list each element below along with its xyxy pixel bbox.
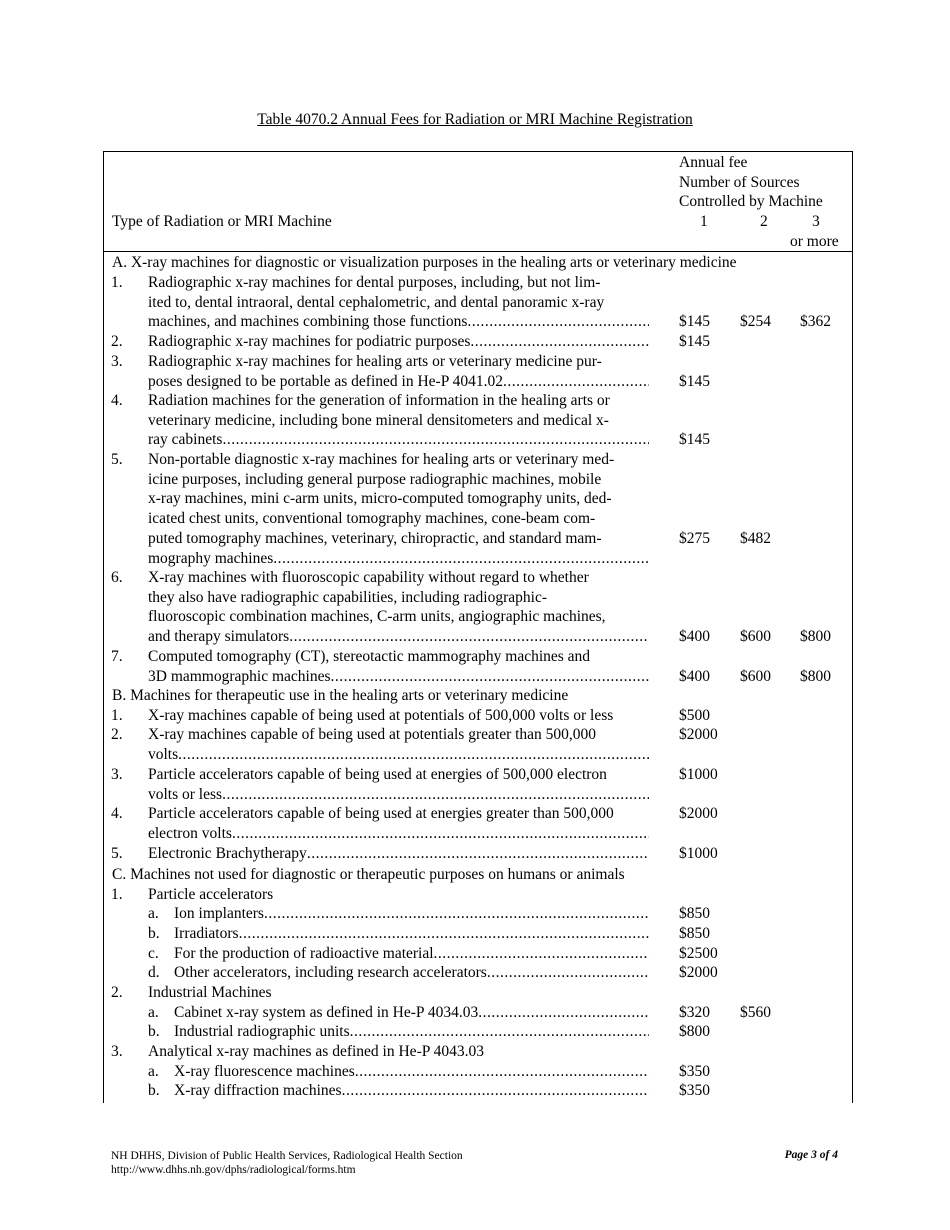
fee-value: $500 — [679, 707, 710, 724]
table-row: 5. Electronic Brachytherapy ..... $1000 — [104, 844, 852, 864]
type-column-header: Type of Radiation or MRI Machine — [112, 213, 332, 230]
col-3-header: 3 — [812, 213, 820, 230]
fee-value: $145 — [679, 431, 710, 448]
header-divider — [104, 251, 852, 252]
table-row: 2. X-ray machines capable of being used at potentials greater than 500,000 volts ..... $2000 — [104, 725, 852, 765]
table-row: 2. Radiographic x-ray machines for podiatric purposes ..... $145 — [104, 332, 852, 352]
page-number: Page 3 of 4 — [784, 1149, 838, 1161]
table-title: Table 4070.2 Annual Fees for Radiation or MRI Machine Registration — [257, 111, 693, 128]
col-1-header: 1 — [700, 213, 708, 230]
fee-value: $850 — [679, 905, 710, 922]
fee-value: $2000 — [679, 726, 718, 743]
fee-value: $560 — [740, 1004, 771, 1021]
col-3-subheader: or more — [790, 233, 839, 250]
fee-value: $145 — [679, 373, 710, 390]
fee-value: $850 — [679, 925, 710, 942]
table-row: 4. Radiation machines for the generation of information in the healing arts or veterinary medicine, including bone mineral densitometers and medical x- ray cabinets ..... $145 — [104, 391, 852, 451]
fee-value: $275 — [679, 530, 710, 547]
fee-value: $400 — [679, 628, 710, 645]
fee-value: $400 — [679, 668, 710, 685]
fee-value: $254 — [740, 313, 771, 330]
fee-value: $1000 — [679, 766, 718, 783]
table-row: 4. Particle accelerators capable of being used at energies greater than 500,000 electron volts ..... $2000 — [104, 804, 852, 844]
fee-value: $2000 — [679, 964, 718, 981]
fee-value: $145 — [679, 313, 710, 330]
table-row: 1. Radiographic x-ray machines for dental purposes, including, but not lim- ited to, dental intraoral, dental cephalometric, and dental panoramic x-ray machines, and machines combining those functions ..... $145 $254 $362 — [104, 273, 852, 333]
fee-value: $145 — [679, 333, 710, 350]
table-row: 1. X-ray machines capable of being used at potentials of 500,000 volts or less $500 — [111, 707, 710, 724]
table-row: 5. Non-portable diagnostic x-ray machines for healing arts or veterinary med- icine purposes, including general purpose radiographic machines, mobile x-ray machines, mini c-arm units, micro-computed tomography units, ded- icated chest units, conventional tomography machines, cone-beam com- puted tomography machines, veterinary, chiropractic, and standard mam- mography machines ..... $275 $482 — [104, 450, 852, 569]
col-2-header: 2 — [760, 213, 768, 230]
fee-value: $362 — [800, 313, 831, 330]
annual-fee-label: Annual fee — [679, 154, 748, 171]
controlled-by-machine-label: Controlled by Machine — [679, 193, 823, 210]
footer-agency: NH DHHS, Division of Public Health Services, Radiological Health Section — [111, 1150, 463, 1162]
table-row: 3. Particle accelerators capable of being used at energies of 500,000 electron volts or less ..... $1000 — [104, 765, 852, 805]
fee-value: $320 — [679, 1004, 710, 1021]
fee-table: Annual fee Number of Sources Controlled by Machine Type of Radiation or MRI Machine 1 2 3 or more A. X-ray machines for diagnostic or visualization purposes in the healing arts or veterinary medicine 1. Radiographic x-ray machines for dental purposes, including, but not lim- ited to, dental intraoral, dental cephalometric, and dental panoramic x-ray machines, and machines combining those functions ..... $145 $254 $362 2. Radiographic x-ray machines for podiatric purposes ..... $145 3. Radiographic x-ray machines for healing arts or veterinary medicine pur- poses designed to be portable as defined in He-P 4041.02 ..... $145 4. Radiation machines for the generation of information in the healing arts or veterinary medicine, including bone mineral densitometers and medical x- ray cabinets ..... $145 5. Non-portable diagnostic x-ray machines for healing arts or veterinary med- icine purposes, including general purpose radiographic machines, mobile x-ray machines, mini c-arm units, micro-computed tomography units, ded- icated chest units, conventional tomography machines, cone-beam com- puted tomography machines, veterinary, chiropractic, and standard mam- mography machines ..... $275 $482 6. X-ray machines with fluoroscopic capability without regard to whether they also have radiographic capabilities, including radiographic- fluoroscopic combination machines, C-arm units, angiographic machines, and therapy simulators ..... $400 $600 $800 7. Computed tomography (CT), stereotactic mammography machines and 3D mammographic machines ..... $400 $600 $800 B. Machines for therapeutic use in the healing arts or veterinary medicine 1. X-ray machines capable of being used at potentials of 500,000 volts or less $500 2. X-ray machines capable of being used at potentials greater than 500,000 volts ..... $2000 3. Particle accelerators capable of being used at energies of 500,000 electron volts or less ..... $1000 4. Particle accelerators capable of being used at energies greater than 500,000 electron volts ..... $2000 5. Electronic Brachytherapy ..... $1000 C. Machines not used for diagnostic or therapeutic purposes on humans or animals 1. Particle accelerators a. Ion implanters ..... $850 b. Irradiators ..... $850 c. For the production of radioactive material ..... $2500 d. Other accelerators, including research accelerators ..... $2000 2. Industrial Machines a. Cabinet x-ray system as defined in He-P 4034.03 ..... $320 $560 b. Industrial radiographic units ..... $800 3. Analytical x-ray machines as defined in He-P 4043.03 a. X-ray fluorescence machines ..... $350 b. X-ray diffraction machines ..... $350 — [103, 151, 853, 1103]
fee-value: $350 — [679, 1063, 710, 1080]
fee-value: $600 — [740, 668, 771, 685]
footer-source — [111, 1149, 463, 1177]
fee-value: $350 — [679, 1082, 710, 1099]
fee-value: $800 — [800, 628, 831, 645]
table-row: 7. Computed tomography (CT), stereotactic mammography machines and 3D mammographic machines ..... $400 $600 $800 — [104, 647, 852, 687]
fee-value: $600 — [740, 628, 771, 645]
footer-url: http://www.dhhs.nh.gov/dphs/radiological/forms.htm — [111, 1164, 356, 1176]
table-row: 6. X-ray machines with fluoroscopic capability without regard to whether they also have radiographic capabilities, including radiographic- fluoroscopic combination machines, C-arm units, angiographic machines, and therapy simulators ..... $400 $600 $800 — [104, 568, 852, 648]
number-of-sources-label: Number of Sources — [679, 174, 800, 191]
fee-value: $1000 — [679, 845, 718, 862]
fee-value: $800 — [679, 1023, 710, 1040]
table-row: 3. Radiographic x-ray machines for healing arts or veterinary medicine pur- poses designed to be portable as defined in He-P 4041.02 ..... $145 — [104, 352, 852, 392]
fee-value: $2000 — [679, 805, 718, 822]
fee-value: $2500 — [679, 945, 718, 962]
fee-value: $800 — [800, 668, 831, 685]
fee-value: $482 — [740, 530, 771, 547]
